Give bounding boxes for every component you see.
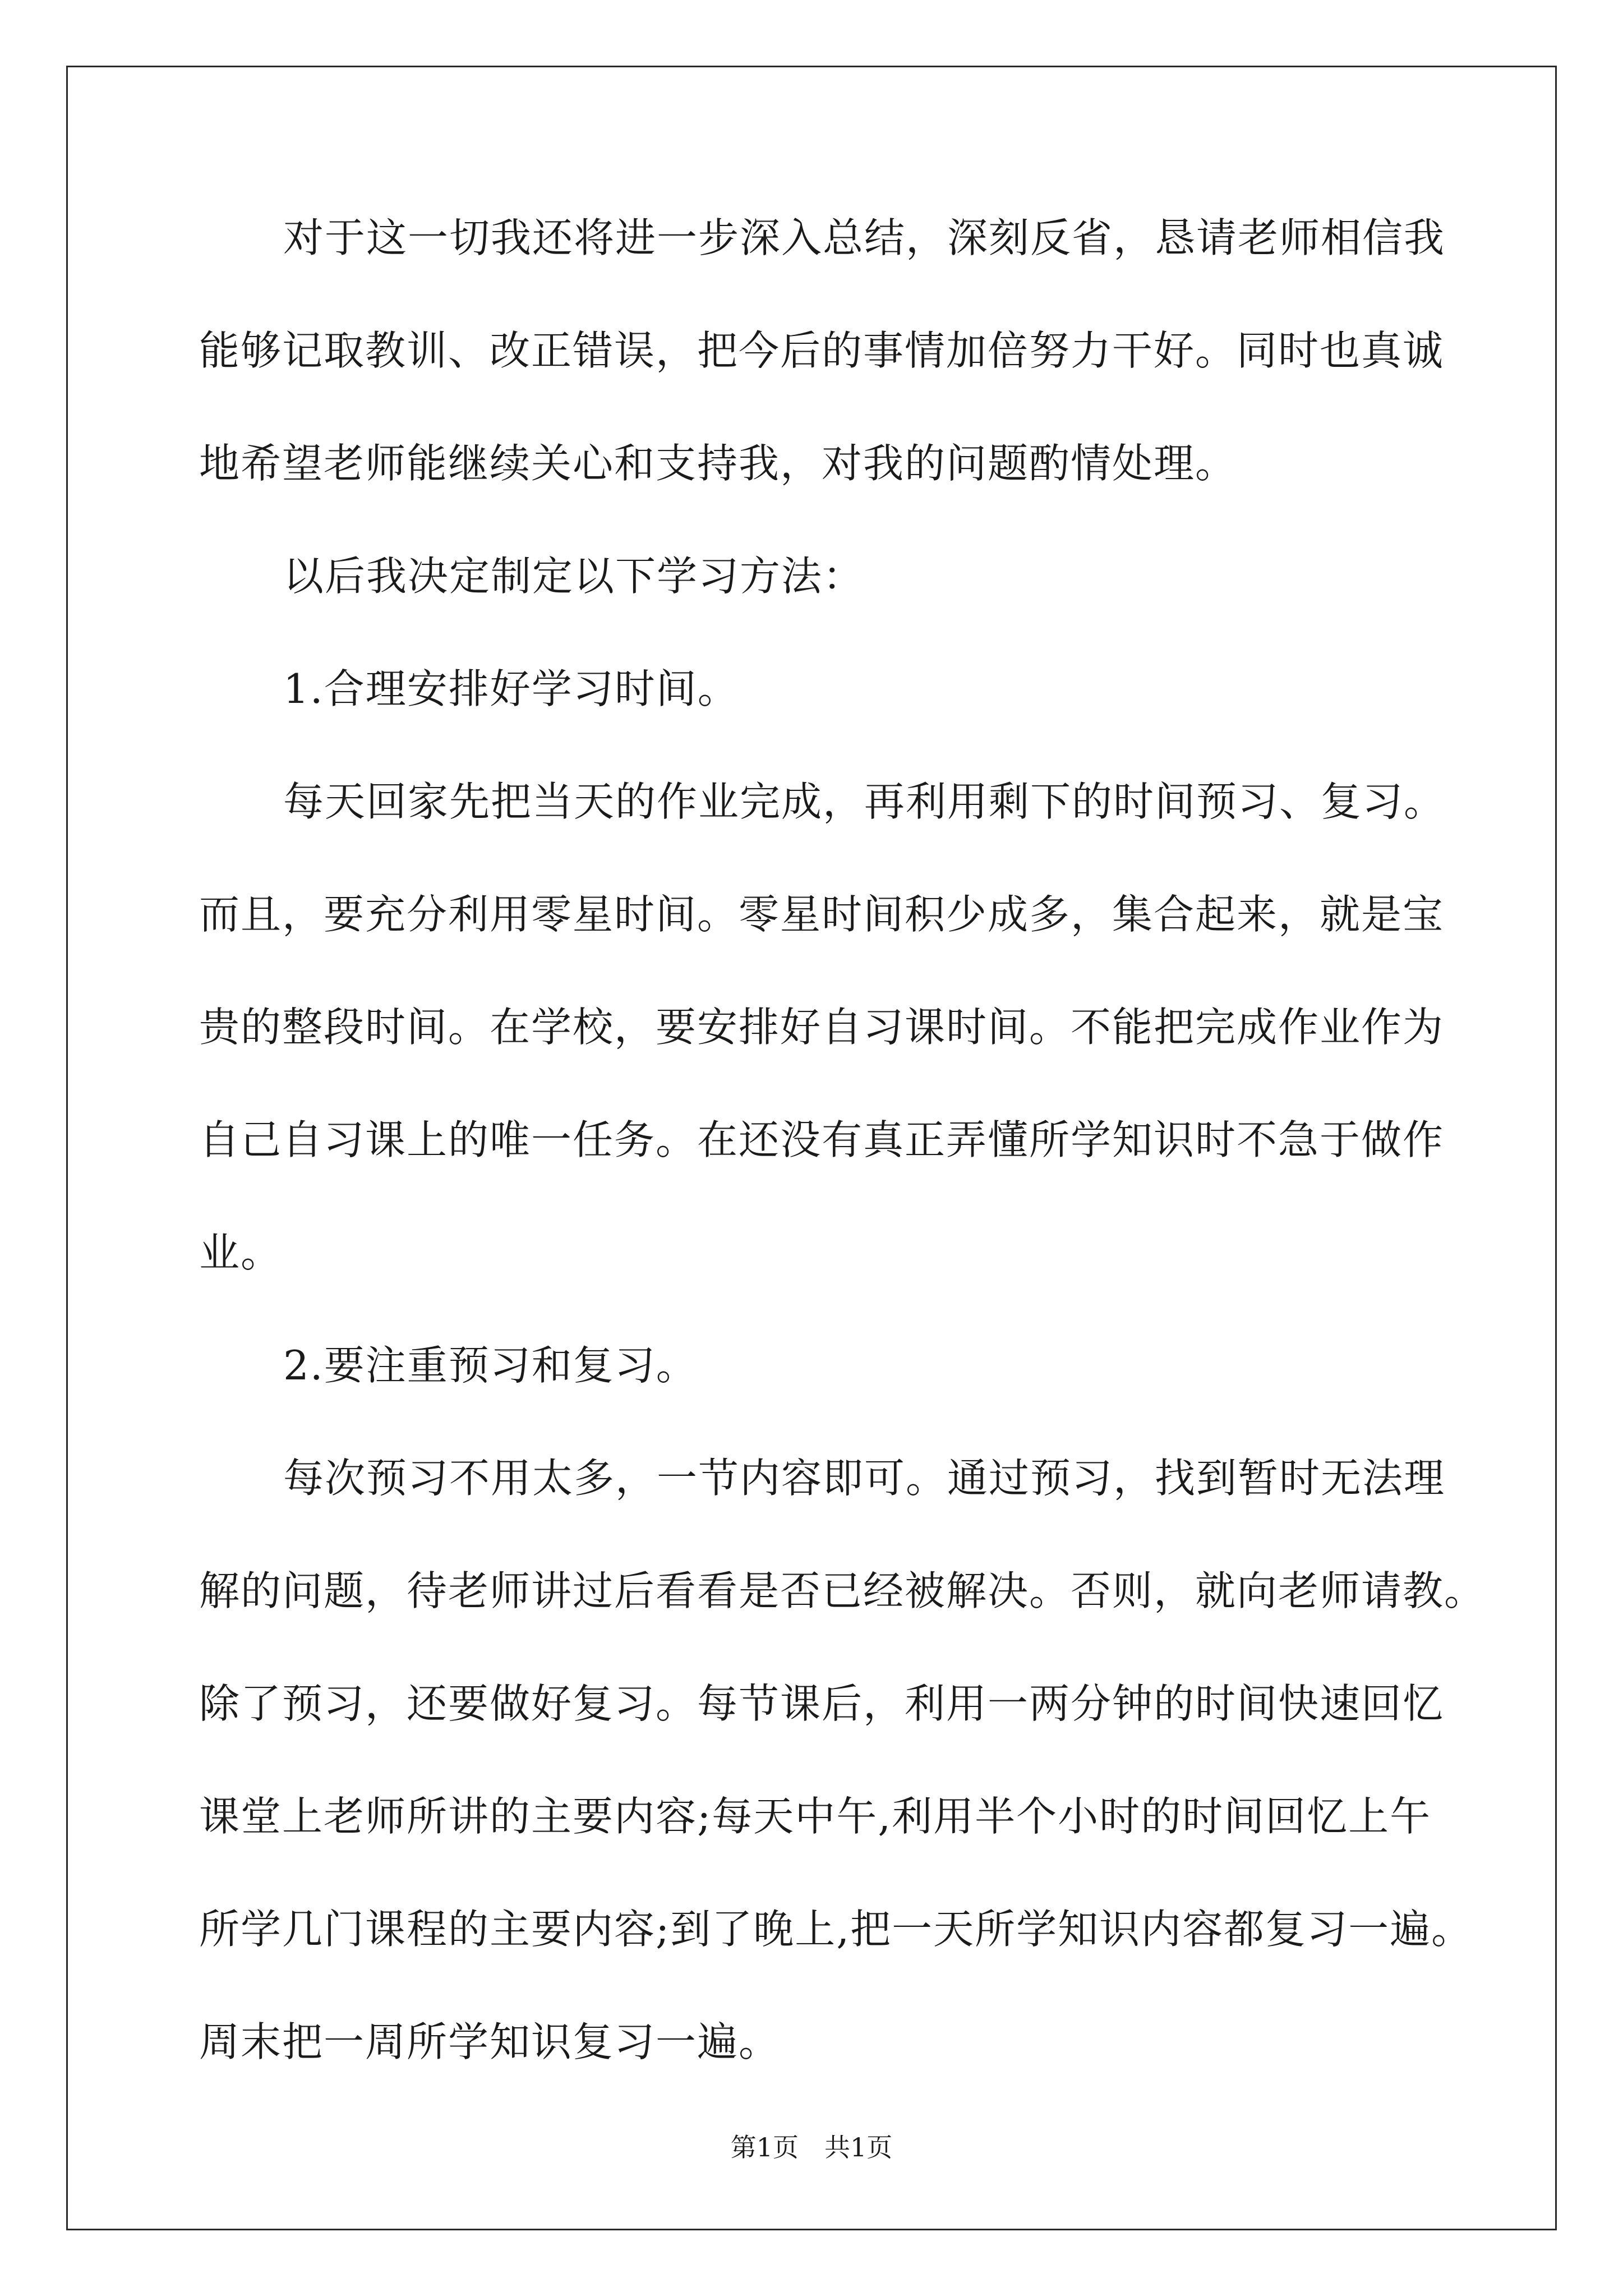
- text-line: 对于这一切我还将进一步深入总结，深刻反省，恳请老师相信我: [283, 214, 1446, 261]
- text-line: 周末把一周所学知识复习一遍。: [199, 2018, 781, 2065]
- text-line: 每天回家先把当天的作业完成，再利用剩下的时间预习、复习。: [283, 778, 1446, 825]
- text-line: 解的问题，待老师讲过后看看是否已经被解决。否则，就向老师请教。: [199, 1567, 1486, 1614]
- page-footer: [0, 2133, 1623, 2161]
- text-line: 课堂上老师所讲的主要内容;每天中午,利用半个小时的时间回忆上午: [199, 1793, 1432, 1840]
- text-line: 以后我决定制定以下学习方法：: [283, 553, 865, 600]
- text-line: 能够记取教训、改正错误，把今后的事情加倍努力干好。同时也真诚: [199, 327, 1445, 374]
- text-line: 所学几门课程的主要内容;到了晚上,把一天所学知识内容都复习一遍。: [199, 1906, 1473, 1953]
- text-line: 除了预习，还要做好复习。每节课后，利用一两分钟的时间快速回忆: [199, 1680, 1445, 1727]
- text-line: 1.合理安排好学习时间。: [283, 665, 739, 712]
- text-line: 而且，要充分利用零星时间。零星时间积少成多，集合起来，就是宝: [199, 891, 1445, 938]
- document-body: [199, 214, 1486, 2134]
- page-number: 第1页: [730, 2132, 799, 2162]
- text-line: 每次预习不用太多，一节内容即可。通过预习，找到暂时无法理: [283, 1455, 1446, 1502]
- text-line: 2.要注重预习和复习。: [283, 1342, 698, 1389]
- text-line: 业。: [199, 1229, 283, 1276]
- page-total: 共1页: [824, 2132, 893, 2162]
- text-line: 自己自习课上的唯一任务。在还没有真正弄懂所学知识时不急于做作: [199, 1116, 1445, 1163]
- text-line: 地希望老师能继续关心和支持我，对我的问题酌情处理。: [199, 440, 1237, 487]
- text-line: 贵的整段时间。在学校，要安排好自习课时间。不能把完成作业作为: [199, 1004, 1445, 1051]
